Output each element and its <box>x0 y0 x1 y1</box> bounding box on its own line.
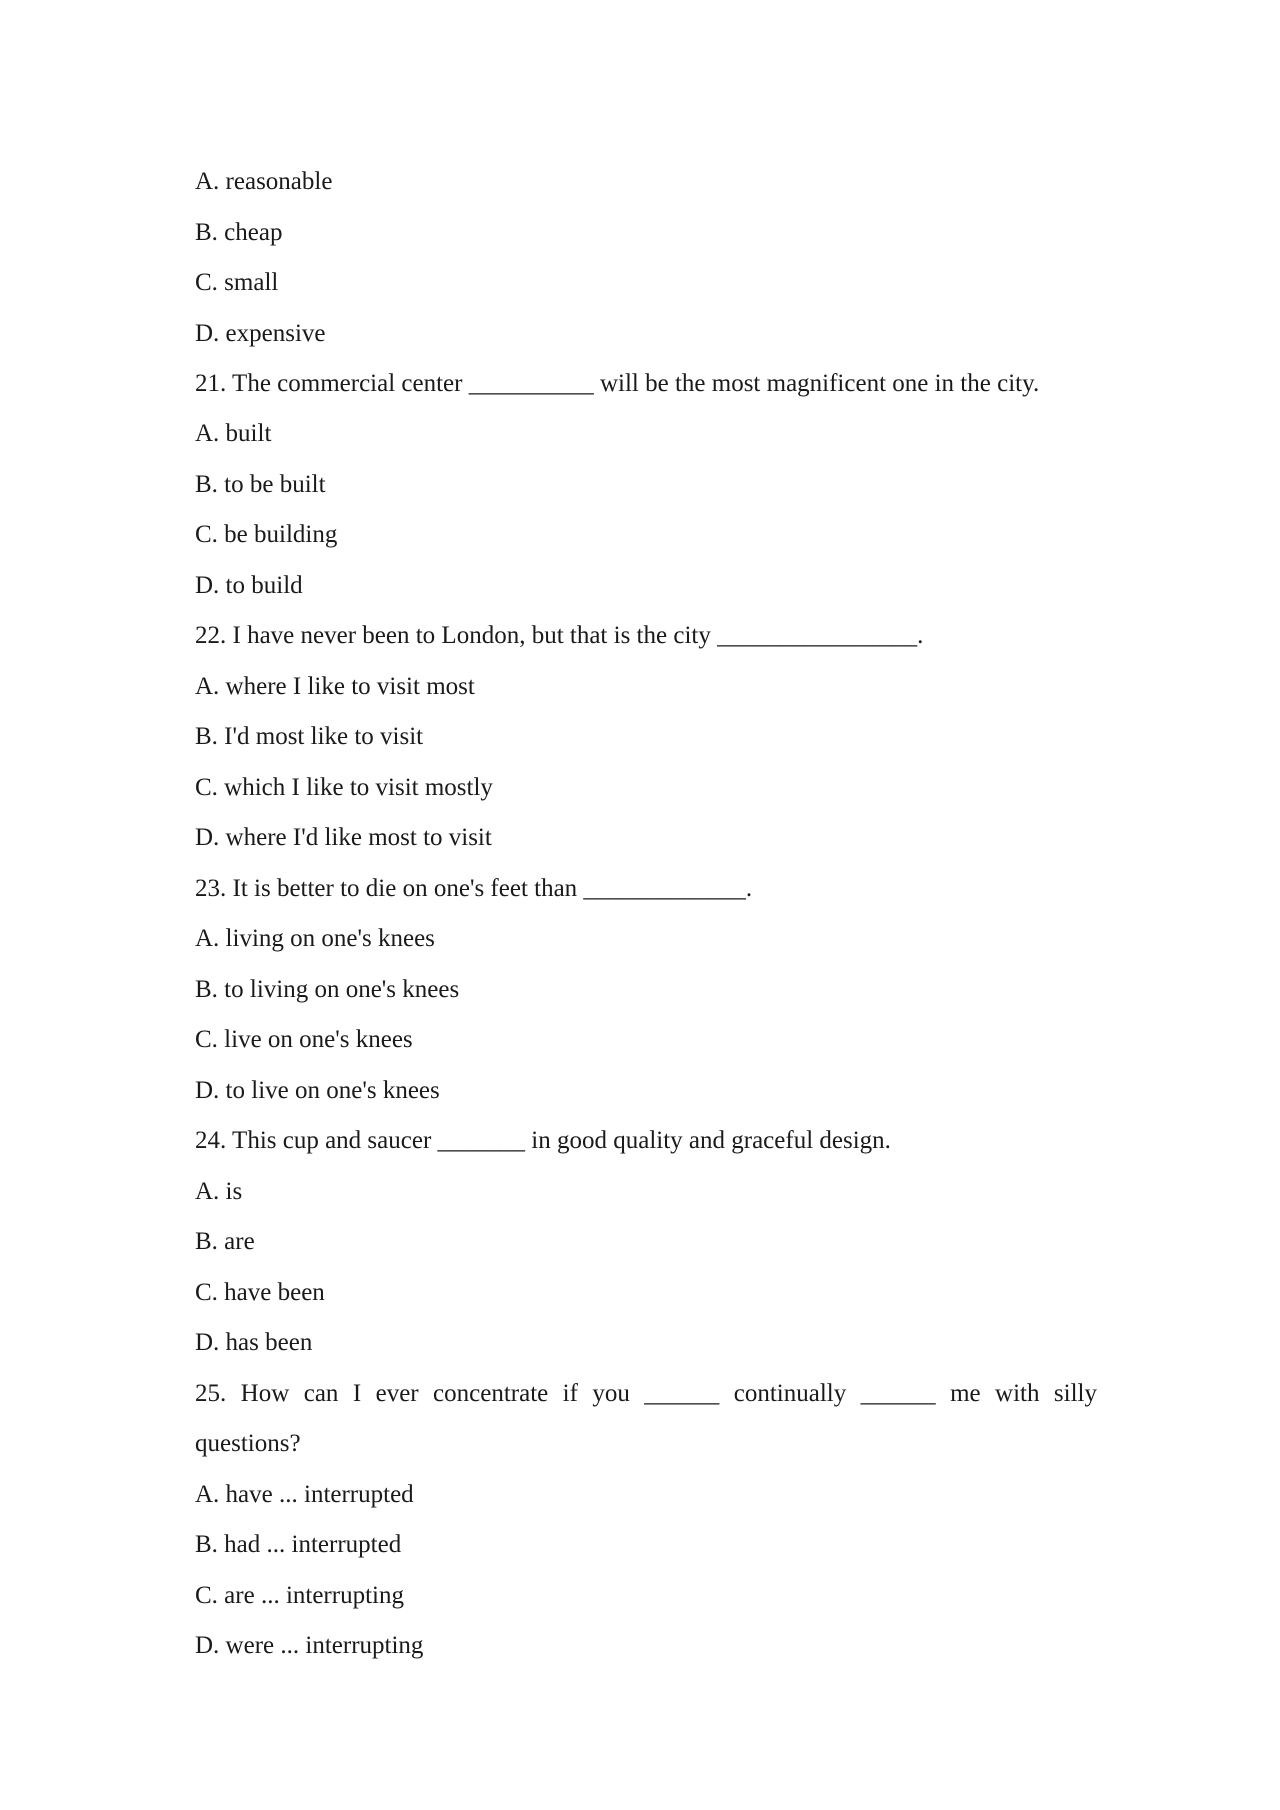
q24-option-d: D. has been <box>195 1329 313 1356</box>
q20-option-a: A. reasonable <box>195 168 333 195</box>
q25-option-a: A. have ... interrupted <box>195 1481 414 1508</box>
q25-option-d: D. were ... interrupting <box>195 1632 424 1659</box>
q25-option-c: C. are ... interrupting <box>195 1582 404 1609</box>
q20-option-c: C. small <box>195 269 279 296</box>
q22-option-a: A. where I like to visit most <box>195 673 475 700</box>
q25-option-b: B. had ... interrupted <box>195 1531 402 1558</box>
q25-stem-line1: 25. How can I ever concentrate if you ______ continually ______ me with silly <box>195 1380 1097 1407</box>
q24-option-a: A. is <box>195 1178 243 1205</box>
q24-stem: 24. This cup and saucer _______ in good quality and graceful design. <box>195 1127 891 1154</box>
q21-option-b: B. to be built <box>195 471 326 498</box>
q25-stem-line2: questions? <box>195 1430 301 1457</box>
q24-option-c: C. have been <box>195 1279 325 1306</box>
q22-option-c: C. which I like to visit mostly <box>195 774 493 801</box>
q23-option-a: A. living on one's knees <box>195 925 435 952</box>
q22-option-d: D. where I'd like most to visit <box>195 824 492 851</box>
q21-option-c: C. be building <box>195 521 338 548</box>
q21-stem: 21. The commercial center __________ will be the most magnificent one in the city. <box>195 370 1040 397</box>
q24-option-b: B. are <box>195 1228 255 1255</box>
q23-stem: 23. It is better to die on one's feet than _____________. <box>195 875 753 902</box>
q22-stem: 22. I have never been to London, but that is the city ________________. <box>195 622 924 649</box>
q21-option-a: A. built <box>195 420 272 447</box>
q20-option-b: B. cheap <box>195 219 283 246</box>
q21-option-d: D. to build <box>195 572 303 599</box>
q23-option-d: D. to live on one's knees <box>195 1077 440 1104</box>
q20-option-d: D. expensive <box>195 320 326 347</box>
q22-option-b: B. I'd most like to visit <box>195 723 424 750</box>
q23-option-c: C. live on one's knees <box>195 1026 413 1053</box>
q23-option-b: B. to living on one's knees <box>195 976 460 1003</box>
